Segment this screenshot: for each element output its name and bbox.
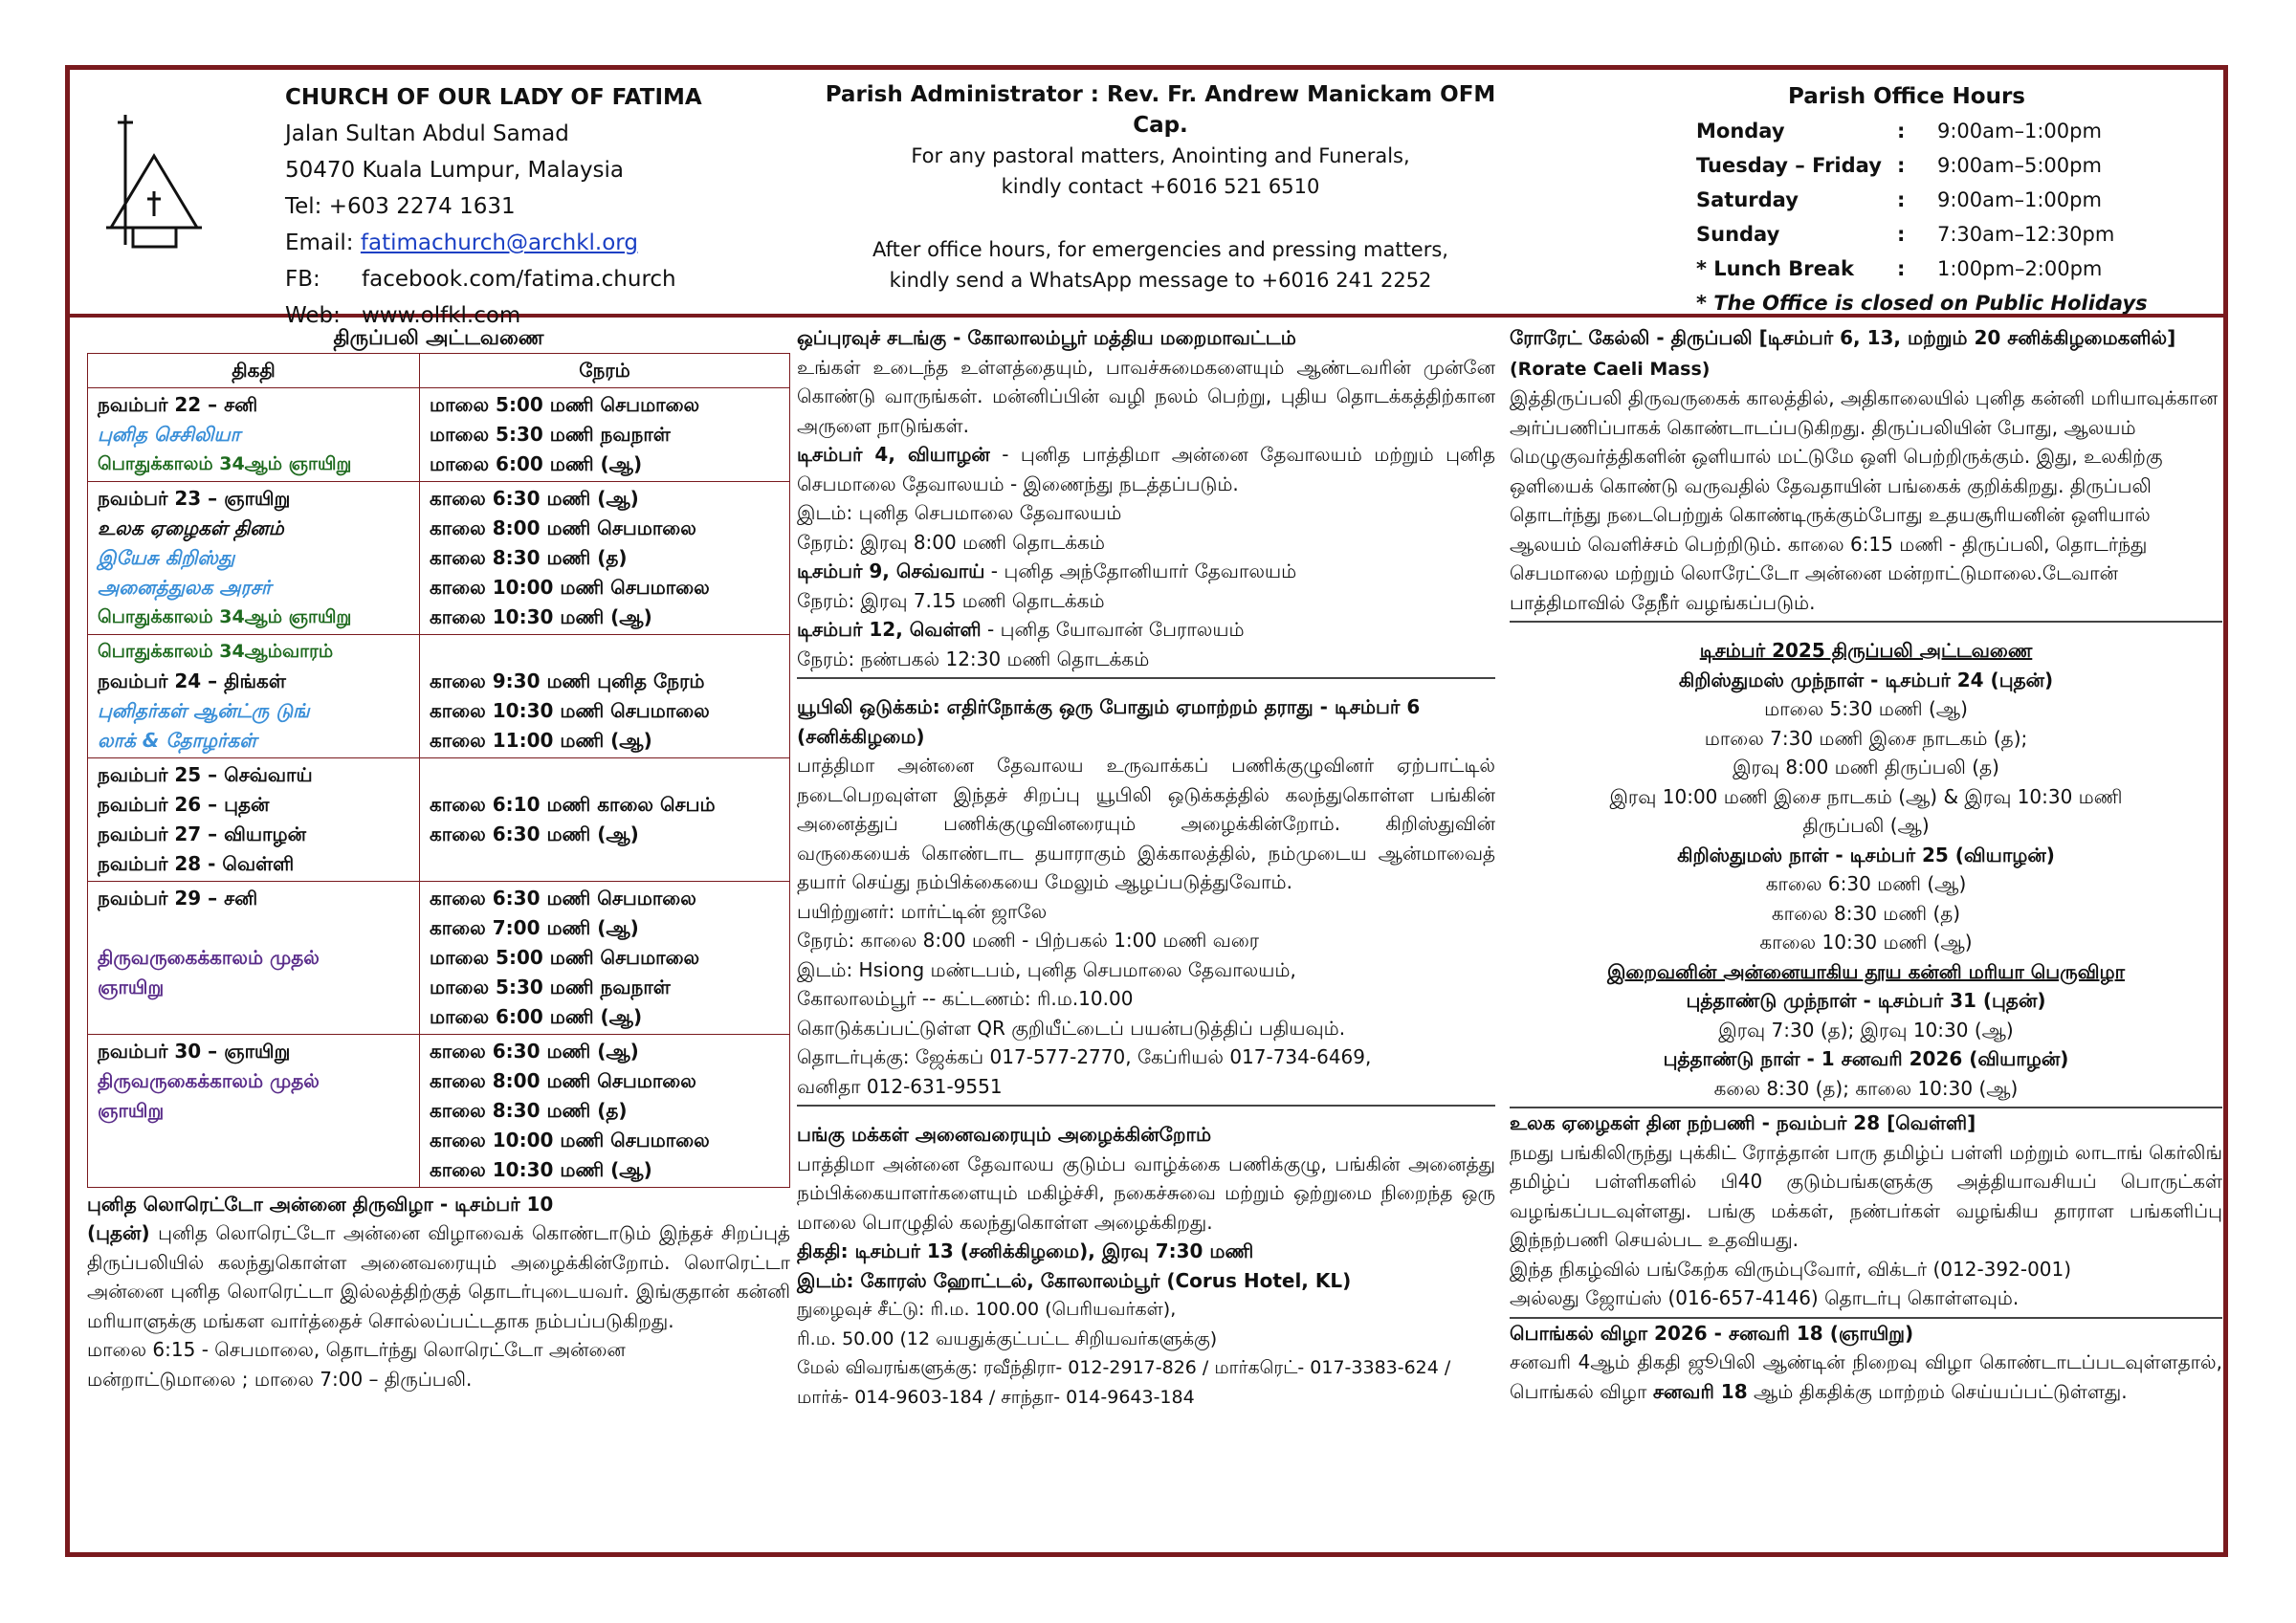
schedule-date: நவம்பர் 28 - வெள்ளி	[98, 851, 295, 875]
loreto-day: (புதன்)	[87, 1221, 150, 1244]
schedule-date-cell	[88, 1034, 420, 1187]
december-schedule	[1510, 636, 2222, 1108]
session-1-date: டிசம்பர் 4, வியாழன்	[797, 443, 990, 466]
schedule-date-cell	[88, 757, 420, 881]
saint-name: புனிதர்கள் ஆன்ட்ரு டுங்	[98, 698, 310, 722]
office-time: 9:00am–1:00pm	[1937, 188, 2102, 211]
facebook-row	[285, 261, 702, 297]
office-hours-title: Parish Office Hours	[1788, 84, 2025, 109]
session-2-desc: - புனித அந்தோனியார் தேவாலயம்	[984, 559, 1297, 582]
mass-time: காலை 9:30 மணி புனித நேரம்	[430, 669, 705, 692]
season-name: ஞாயிறு	[98, 1098, 165, 1122]
admin-line-1: For any pastoral matters, Anointing and Funerals,	[911, 144, 1410, 167]
schedule-date: நவம்பர் 27 – வியாழன்	[98, 822, 306, 845]
office-time: 1:00pm–2:00pm	[1937, 257, 2103, 280]
christmas-day-title: கிறிஸ்துமஸ் நாள் - டிசம்பர் 25 (வியாழன்)	[1677, 843, 2055, 866]
office-time: 9:00am–5:00pm	[1937, 154, 2102, 177]
email-row	[285, 225, 702, 261]
column-3	[1510, 323, 2222, 1406]
facebook-url: facebook.com/fatima.church	[362, 267, 676, 292]
loreto-line-1: மாலை 6:15 - செபமாலை, தொடர்ந்து லொரெட்டோ அன்னை	[87, 1338, 626, 1361]
season-name: ஞாயிறு	[98, 975, 165, 998]
admin-line-4: kindly send a WhatsApp message to +6016 241 2252	[889, 269, 1432, 292]
saint-name: அனைத்துலக அரசர்	[98, 575, 272, 599]
mass-time: மாலை 5:00 மணி செபமாலை	[430, 392, 700, 416]
dinner-section	[797, 1120, 1495, 1412]
schedule-date: நவம்பர் 23 – ஞாயிறு	[98, 486, 291, 510]
rorate-heading	[1510, 323, 2222, 384]
christmas-eve-time: இரவு 8:00 மணி திருப்பலி (த)	[1733, 756, 1999, 779]
session-1-place: இடம்: புனித செபமாலை தேவாலயம்	[797, 501, 1122, 524]
feast-name: உலக ஏழைகள் தினம்	[98, 515, 284, 539]
facebook-label: FB:	[285, 267, 320, 292]
christmas-eve-time: திருப்பலி (ஆ)	[1802, 814, 1930, 837]
mass-time: மாலை 5:00 மணி செபமாலை	[430, 945, 700, 969]
christmas-eve-time: இரவு 10:00 மணி இசை நாடகம் (ஆ) & இரவு 10:30 மணி	[1609, 784, 2123, 808]
session-2-date: டிசம்பர் 9, செவ்வாய்	[797, 559, 985, 582]
schedule-date: நவம்பர் 22 – சனி	[98, 392, 258, 416]
office-time: 7:30am–12:30pm	[1937, 223, 2115, 246]
mass-time: காலை 8:00 மணி செபமாலை	[430, 515, 696, 539]
mass-time: காலை 6:30 மணி செபமாலை	[430, 886, 696, 910]
schedule-row	[88, 881, 790, 1034]
column-1	[87, 323, 790, 1393]
jubilee-line-4: கோலாலம்பூர் -- கட்டணம்: ரி.ம.10.00	[797, 987, 1134, 1010]
new-year-eve-title: புத்தாண்டு முந்நாள் - டிசம்பர் 31 (புதன்)	[1686, 989, 2046, 1012]
pongal-date: சனவரி 18	[1652, 1379, 1748, 1403]
saint-name: புனித செசிலியா	[98, 422, 241, 446]
christmas-eve-time: மாலை 5:30 மணி (ஆ)	[1764, 697, 1968, 720]
mass-time: மாலை 6:00 மணி (ஆ)	[430, 1004, 643, 1028]
schedule-time-cell	[420, 481, 790, 634]
office-hours-row	[1696, 217, 2222, 252]
schedule-date: நவம்பர் 29 – சனி	[98, 886, 258, 910]
pongal-body-2: ஆம் திகதிக்கு மாற்றம் செய்யப்பட்டுள்ளது.	[1747, 1379, 2128, 1403]
col-header-time: நேரம்	[420, 353, 790, 387]
jubilee-line-2: நேரம்: காலை 8:00 மணி - பிற்பகல் 1:00 மணி வரை	[797, 929, 1260, 952]
church-name: CHURCH OF OUR LADY OF FATIMA	[285, 85, 702, 110]
schedule-row	[88, 387, 790, 481]
christmas-day-times	[1510, 869, 2222, 957]
office-time: 9:00am–1:00pm	[1937, 120, 2102, 143]
schedule-date-cell	[88, 387, 420, 481]
liturgical-week: பொதுக்காலம் 34ஆம்வாரம்	[98, 640, 334, 662]
col-header-date: திகதி	[88, 353, 420, 387]
schedule-title: திருப்பலி அட்டவணை	[333, 326, 544, 349]
rorate-title: ரோரேட் கேல்லி - திருப்பலி [டிசம்பர் 6, 13, மற்றும் 20 சனிக்கிழமைகளில்]	[1510, 326, 2176, 349]
christmas-day-time: காலை 10:30 மணி (ஆ)	[1759, 931, 1973, 954]
christmas-eve-time: மாலை 7:30 மணி இசை நாடகம் (த);	[1704, 726, 2028, 750]
office-colon: :	[1897, 188, 1906, 211]
office-hours-row	[1696, 114, 2222, 148]
christmas-eve-times	[1510, 694, 2222, 841]
season-name: திருவருகைக்காலம் முதல்	[98, 1068, 320, 1092]
schedule-row	[88, 634, 790, 757]
mass-time: காலை 8:30 மணி (த)	[430, 1098, 628, 1122]
dinner-line-2: ரி.ம. 50.00 (12 வயதுக்குட்பட்ட சிறியவர்களுக்கு)	[797, 1327, 1218, 1349]
reconciliation-session-3	[797, 615, 1495, 645]
loreto-feast	[87, 1190, 790, 1394]
dinner-line-1: நுழைவுச் சீட்டு: ரி.ம. 100.00 (பெரியவர்கள்),	[797, 1299, 1177, 1320]
email-link[interactable]: fatimachurch@archkl.org	[360, 230, 638, 255]
administrator-title: Parish Administrator : Rev. Fr. Andrew Manickam OFM Cap.	[825, 82, 1496, 138]
web-url: www.olfkl.com	[362, 303, 521, 328]
mass-time: காலை 10:30 மணி செபமாலை	[430, 698, 710, 722]
mass-time: காலை 8:30 மணி (த)	[430, 545, 628, 569]
jubilee-section	[797, 692, 1495, 1107]
rorate-section	[1510, 323, 2222, 623]
pongal-title: பொங்கல் விழா 2026 - சனவரி 18 (ஞாயிறு)	[1510, 1321, 1914, 1345]
schedule-row	[88, 481, 790, 634]
mass-time	[430, 637, 780, 667]
loreto-line-2: மன்றாட்டுமாலை ; மாலை 7:00 – திருப்பலி.	[87, 1367, 473, 1391]
mass-time: காலை 10:00 மணி செபமாலை	[430, 575, 710, 599]
poor-day-line-1: இந்த நிகழ்வில் பங்கேற்க விரும்புவோர், விக்டர் (012-392-001)	[1510, 1257, 2072, 1281]
office-day: Tuesday – Friday	[1696, 154, 1882, 177]
mass-time: காலை 10:00 மணி செபமாலை	[430, 1128, 710, 1151]
header	[70, 70, 2223, 328]
bulletin-frame	[65, 65, 2228, 1557]
reconciliation-body: உங்கள் உடைந்த உள்ளத்தையும், பாவச்சுமைகளையும் ஆண்டவரின் முன்னே கொண்டு வாருங்கள். மன்னிப்பின் வழி நலம் பெற்று, புதிய தொடக்கத்திற்கான அருளை நாடுங்கள்.	[797, 355, 1495, 437]
reconciliation-title: ஒப்புரவுச் சடங்கு - கோலாலம்பூர் மத்திய மறைமாவட்டம்	[797, 326, 1296, 349]
schedule-row	[88, 757, 790, 881]
office-day: Sunday	[1696, 223, 1780, 246]
jubilee-line-7: வனிதா 012-631-9551	[797, 1074, 1003, 1098]
mass-time: மாலை 5:30 மணி நவநாள்	[430, 975, 671, 998]
schedule-date-cell	[88, 634, 420, 757]
church-logo-icon	[106, 113, 202, 252]
dinner-line-3: மேல் விவரங்களுக்கு: ரவீந்திரா- 012-2917-826 / மார்கரெட்- 017-3383-624 / மார்க்- 014-9603-184 / சாந்தா- 014-9643-184	[797, 1357, 1451, 1408]
schedule-row	[88, 1034, 790, 1187]
christmas-day-time: காலை 8:30 மணி (த)	[1771, 901, 1961, 925]
season-name	[98, 913, 409, 943]
jubilee-line-5: கொடுக்கப்பட்டுள்ள QR குறியீட்டைப் பயன்படுத்திப் பதியவும்.	[797, 1016, 1346, 1040]
reconciliation-session-2	[797, 557, 1495, 586]
mass-time: காலை 10:30 மணி (ஆ)	[430, 1157, 652, 1181]
schedule-date: நவம்பர் 30 – ஞாயிறு	[98, 1039, 291, 1063]
telephone: Tel: +603 2274 1631	[285, 194, 516, 219]
mass-time: காலை 6:10 மணி காலை செபம்	[430, 792, 716, 816]
schedule-time-cell	[420, 881, 790, 1034]
mass-time	[430, 760, 780, 790]
rorate-body: இத்திருப்பலி திருவருகைக் காலத்தில், அதிகாலையில் புனித கன்னி மரியாவுக்கான அர்ப்பணிப்பாகக் கொண்டாடப்படுகிறது. திருப்பலியின் போது, ஆலயம் மெழுகுவர்த்திகளின் ஒளியால் மட்டுமே ஒளி பெற்றிருக்கும். இது, உலகிற்கு ஒளியைக் கொண்டு வருவதில் தேவதாயின் பங்கைக் குறிக்கிறது. திருப்பலி தொடர்ந்து நடைபெற்றுக் கொண்டிருக்கும்போது உதயசூரியனின் ஒளியால் ஆலயம் வெளிச்சம் பெற்றிடும். காலை 6:15 மணி - திருப்பலி, தொடர்ந்து செபமாலை மற்றும் லொரேட்டோ அன்னை மன்றாட்டுமாலை.டேவான் பாத்திமாவில் தேநீர் வழங்கப்படும்.	[1510, 386, 2219, 614]
schedule-time-cell	[420, 1034, 790, 1187]
saint-name: இயேசு கிறிஸ்து	[98, 545, 235, 569]
office-colon: :	[1897, 154, 1906, 177]
mass-time: காலை 6:30 மணி (ஆ)	[430, 1039, 639, 1063]
office-hours-row	[1696, 252, 2222, 286]
admin-line-3: After office hours, for emergencies and pressing matters,	[872, 238, 1448, 261]
dinner-body: பாத்திமா அன்னை தேவாலய குடும்ப வாழ்க்கை பணிக்குழு, பங்கின் அனைத்து நம்பிக்கையாளர்களையும் மகிழ்ச்சி, நகைச்சுவை மற்றும் ஒற்றுமை நிறைந்த ஒரு மாலை பொழுதில் கலந்துகொள்ள அழைக்கிறது.	[797, 1151, 1495, 1234]
office-hours-list	[1696, 114, 2222, 286]
mass-time: காலை 11:00 மணி (ஆ)	[430, 728, 652, 752]
dinner-place: இடம்: கோரஸ் ஹோட்டல், கோலாலம்பூர் (Corus Hotel, KL)	[797, 1268, 1352, 1292]
office-hours-note: * The Office is closed on Public Holidays	[1696, 292, 2148, 315]
office-hours	[1696, 79, 2222, 320]
jubilee-line-1: பயிற்றுனர்: மார்ட்டின் ஜாலே	[797, 899, 1048, 923]
session-3-date: டிசம்பர் 12, வெள்ளி	[797, 618, 982, 641]
office-hours-row	[1696, 148, 2222, 183]
schedule-date-cell	[88, 481, 420, 634]
schedule-date: நவம்பர் 26 – புதன்	[98, 792, 270, 816]
pongal-section	[1510, 1319, 2222, 1407]
address-line-1: Jalan Sultan Abdul Samad	[285, 121, 569, 146]
new-year-day-title: புத்தாண்டு நாள் - 1 சனவரி 2026 (வியாழன்)	[1663, 1047, 2069, 1070]
poor-day-body: நமது பங்கிலிருந்து புக்கிட் ரோத்தான் பாரு தமிழ்ப் பள்ளி மற்றும் லாடாங் கெர்லிங் தமிழ்ப் பள்ளிகளில் பி40 குடும்பங்களுக்கு அத்தியாவசியப் பொருட்கள் வழங்கப்படவுள்ளது. பங்கு மக்கள், நண்பர்கள் வழங்கிய தாராள பங்களிப்பு இந்நற்பணி செயல்பட உதவியது.	[1510, 1140, 2222, 1251]
session-2-time: நேரம்: இரவு 7.15 மணி தொடக்கம்	[797, 588, 1105, 612]
mary-feast-title: இறைவனின் அன்னையாகிய தூய கன்னி மரியா பெருவிழா	[1606, 959, 2126, 983]
reconciliation-session-1	[797, 440, 1495, 498]
pongal-body-1: சனவரி 4ஆம் திகதி ஜூபிலி ஆண்டின் நிறைவு விழா கொண்டாடப்படவுள்ளதால், பொங்கல் விழா	[1510, 1350, 2222, 1403]
schedule-date-cell	[88, 881, 420, 1034]
office-day: Monday	[1696, 120, 1785, 143]
administrator-info	[797, 79, 1524, 296]
schedule-time-cell	[420, 387, 790, 481]
loreto-body: புனித லொரெட்டோ அன்னை விழாவைக் கொண்டாடும் இந்தச் சிறப்புத் திருப்பலியில் கலந்துகொள்ள அனைவரையும் அழைக்கின்றோம். லொரெட்டா அன்னை புனித லொரெட்டா இல்லத்திற்குத் தொடர்புடையவர். இங்குதான் கன்னி மரியாளுக்கு மங்கள வார்த்தைச் சொல்லப்பட்டதாக நம்பப்படுகிறது.	[87, 1221, 790, 1332]
mass-schedule-table	[87, 353, 790, 1188]
saint-name: லாக் & தோழர்கள்	[98, 728, 257, 752]
jubilee-line-3: இடம்: Hsiong மண்டபம், புனித செபமாலை தேவாலயம்,	[797, 957, 1296, 981]
address-line-2: 50470 Kuala Lumpur, Malaysia	[285, 158, 625, 183]
reconciliation-section	[797, 323, 1495, 679]
mass-time: காலை 6:30 மணி (ஆ)	[430, 822, 639, 845]
poor-day-line-2: அல்லது ஜோய்ஸ் (016-657-4146) தொடர்பு கொள்ளவும்.	[1510, 1286, 2020, 1309]
christmas-day-time: காலை 6:30 மணி (ஆ)	[1765, 872, 1967, 895]
session-3-desc: - புனித யோவான் பேராலயம்	[981, 618, 1245, 641]
session-3-time: நேரம்: நண்பகல் 12:30 மணி தொடக்கம்	[797, 647, 1150, 670]
december-title: டிசம்பர் 2025 திருப்பலி அட்டவணை	[1699, 639, 2033, 662]
session-1-desc: - புனித பாத்திமா அன்னை தேவாலயம் மற்றும் புனித செபமாலை தேவாலயம் - இணைந்து நடத்தப்படும்.	[797, 443, 1495, 495]
dinner-title: பங்கு மக்கள் அனைவரையும் அழைக்கின்றோம்	[797, 1123, 1212, 1146]
office-day: * Lunch Break	[1696, 257, 1855, 280]
mass-time: மாலை 6:00 மணி (ஆ)	[430, 451, 643, 475]
office-colon: :	[1897, 223, 1906, 246]
office-colon: :	[1897, 257, 1906, 280]
loreto-title: புனித லொரெட்டோ அன்னை திருவிழா - டிசம்பர் 10	[87, 1192, 554, 1216]
mass-time: மாலை 5:30 மணி நவநாள்	[430, 422, 671, 446]
web-label: Web:	[285, 303, 341, 328]
dinner-date: திகதி: டிசம்பர் 13 (சனிக்கிழமை), இரவு 7:30 மணி	[797, 1239, 1254, 1262]
poor-day-section	[1510, 1108, 2222, 1319]
liturgical-sunday: பொதுக்காலம் 34ஆம் ஞாயிறு	[98, 605, 352, 627]
schedule-time-cell	[420, 634, 790, 757]
jubilee-body: பாத்திமா அன்னை தேவாலய உருவாக்கப் பணிக்குழுவினர் ஏற்பாட்டில் நடைபெறவுள்ள இந்தச் சிறப்பு யூபிலி ஒடுக்கத்தில் கலந்துகொள்ள பங்கின் அனைத்துப் பணிக்குழுவினரையும் அழைக்கின்றோம். கிறிஸ்துவின் வருகையைக் கொண்டாட தயாராகும் இக்காலத்தில், நம்முடைய ஆன்மாவைத் தயார் செய்து நம்பிக்கையை மேலும் ஆழப்படுத்துவோம்.	[797, 754, 1495, 893]
christmas-eve-title: கிறிஸ்துமஸ் முந்நாள் - டிசம்பர் 24 (புதன்)	[1678, 668, 2054, 691]
session-1-time: நேரம்: இரவு 8:00 மணி தொடக்கம்	[797, 530, 1105, 554]
pongal-body	[1510, 1348, 2222, 1406]
liturgical-sunday: பொதுக்காலம் 34ஆம் ஞாயிறு	[98, 452, 352, 474]
mass-time: காலை 7:00 மணி (ஆ)	[430, 915, 639, 939]
jubilee-title: யூபிலி ஒடுக்கம்: எதிர்நோக்கு ஒரு போதும் ஏமாற்றம் தராது - டிசம்பர் 6 (சனிக்கிழமை)	[797, 695, 1421, 748]
new-year-eve-times: இரவு 7:30 (த); இரவு 10:30 (ஆ)	[1718, 1018, 2014, 1042]
admin-line-2: kindly contact +6016 521 6510	[1001, 175, 1320, 198]
church-contact	[285, 79, 702, 334]
poor-day-title: உலக ஏழைகள் தின நற்பணி - நவம்பர் 28 [வெள்ளி]	[1510, 1111, 1976, 1134]
office-day: Saturday	[1696, 188, 1799, 211]
mass-time: காலை 6:30 மணி (ஆ)	[430, 486, 639, 510]
jubilee-line-6: தொடர்புக்கு: ஜேக்கப் 017-577-2770, கேப்ரியல் 017-734-6469,	[797, 1045, 1372, 1068]
new-year-day-times: கலை 8:30 (த); காலை 10:30 (ஆ)	[1713, 1076, 2019, 1100]
season-name: திருவருகைக்காலம் முதல்	[98, 945, 320, 969]
email-label: Email:	[285, 230, 354, 255]
mass-time: காலை 10:30 மணி (ஆ)	[430, 604, 652, 628]
schedule-date: நவம்பர் 24 – திங்கள்	[98, 669, 286, 692]
schedule-time-cell	[420, 757, 790, 881]
column-2	[797, 323, 1495, 1412]
mass-time: காலை 8:00 மணி செபமாலை	[430, 1068, 696, 1092]
rorate-title-en: (Rorate Caeli Mass)	[1510, 358, 1711, 380]
office-hours-row	[1696, 183, 2222, 217]
schedule-date: நவம்பர் 25 – செவ்வாய்	[98, 762, 313, 786]
office-colon: :	[1897, 120, 1906, 143]
